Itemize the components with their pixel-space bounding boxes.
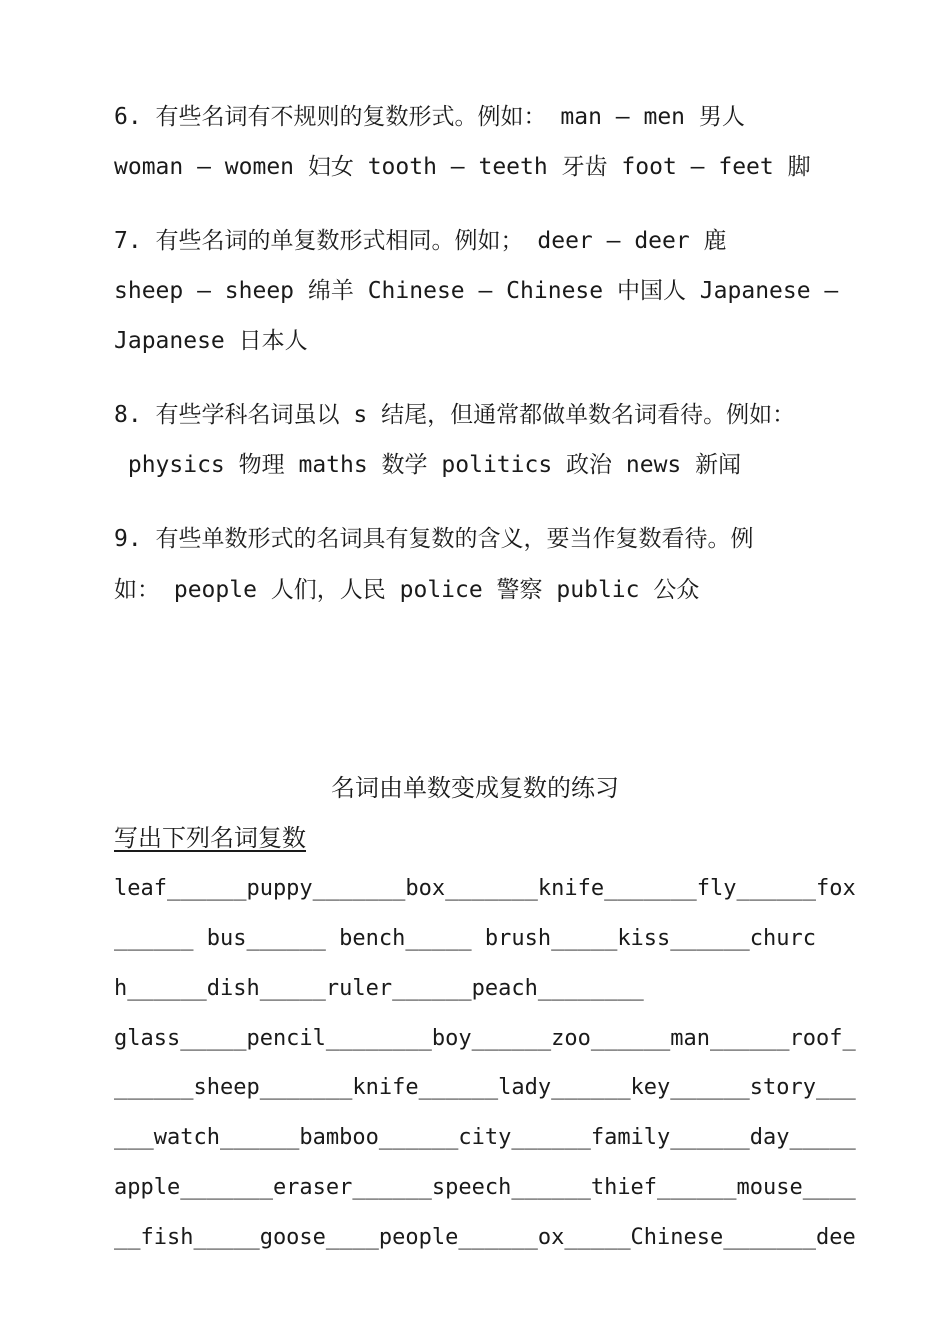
exercise-line[interactable]: h______dish_____ruler______peach________ bbox=[114, 976, 644, 1001]
rule-8-line-2: physics 物理 maths 数学 politics 政治 news 新闻 bbox=[114, 452, 742, 478]
exercise-title: 名词由单数变成复数的练习 bbox=[331, 774, 619, 802]
rule-9-line-2: 如： people 人们，人民 police 警察 public 公众 bbox=[114, 577, 700, 603]
exercise-line[interactable]: ___watch______bamboo______city______family______day_____ bbox=[114, 1125, 856, 1150]
exercise-instruction: 写出下列名词复数 bbox=[114, 824, 306, 852]
rule-6-line-1: 6. 有些名词有不规则的复数形式。例如： man — men 男人 bbox=[114, 104, 745, 130]
exercise-line[interactable]: leaf______puppy_______box_______knife_______fly______fox bbox=[114, 876, 856, 901]
rule-7-line-2: sheep — sheep 绵羊 Chinese — Chinese 中国人 Japanese — bbox=[114, 278, 839, 304]
exercise-line[interactable]: ______sheep_______knife______lady______key______story___ bbox=[114, 1075, 856, 1100]
rule-9-line-1: 9. 有些单数形式的名词具有复数的含义，要当作复数看待。例 bbox=[114, 526, 754, 552]
exercise-line[interactable]: ______ bus______ bench_____ brush_____kiss______churc bbox=[114, 926, 816, 951]
exercise-line[interactable]: glass_____pencil________boy______zoo______man______roof_ bbox=[114, 1026, 856, 1051]
exercise-line[interactable]: __fish_____goose____people______ox_____Chinese_______dee bbox=[114, 1225, 856, 1250]
rule-8-line-1: 8. 有些学科名词虽以 s 结尾，但通常都做单数名词看待。例如： bbox=[114, 402, 796, 428]
rule-7-line-1: 7. 有些名词的单复数形式相同。例如； deer — deer 鹿 bbox=[114, 228, 727, 254]
rule-6-line-2: woman — women 妇女 tooth — teeth 牙齿 foot — feet 脚 bbox=[114, 154, 811, 180]
exercise-line[interactable]: apple_______eraser______speech______thief______mouse____ bbox=[114, 1175, 856, 1200]
rule-7-line-3: Japanese 日本人 bbox=[114, 328, 308, 354]
